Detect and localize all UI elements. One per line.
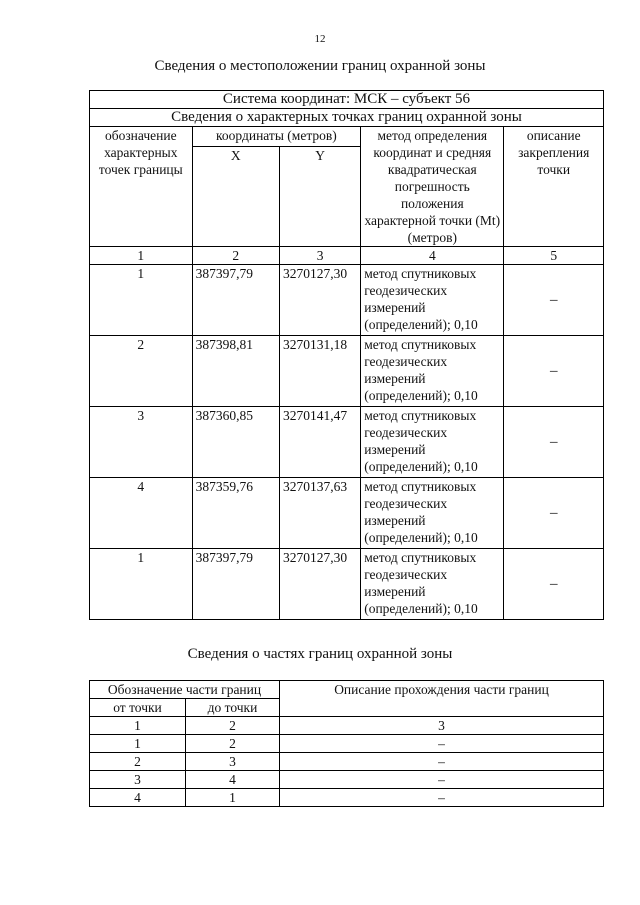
header-point-designation: обозначение характерных точек границы <box>90 127 193 247</box>
method-text: метод спутниковых геодезических измерений (определений); 0,10 <box>361 478 504 549</box>
header-fixing-description: описание закрепления точки <box>504 127 604 247</box>
to-point: 2 <box>186 717 280 735</box>
coord-y: 3270131,18 <box>279 336 360 407</box>
from-point: 3 <box>90 771 186 789</box>
header-to-point: до точки <box>186 699 280 717</box>
table-row <box>90 407 604 478</box>
column-number: 2 <box>192 247 279 265</box>
coord-x: 387359,76 <box>192 478 279 549</box>
column-number: 1 <box>90 247 193 265</box>
header-y: Y <box>279 146 360 246</box>
coord-y: 3270127,30 <box>279 265 360 336</box>
coord-y: 3270141,47 <box>279 407 360 478</box>
table-row <box>90 478 604 549</box>
fixing-description: – <box>504 478 604 549</box>
fixing-description: – <box>504 549 604 620</box>
method-text: метод спутниковых геодезических измерений (определений); 0,10 <box>361 336 504 407</box>
point-number: 3 <box>90 407 193 478</box>
coord-x: 387398,81 <box>192 336 279 407</box>
method-text: метод спутниковых геодезических измерений (определений); 0,10 <box>361 265 504 336</box>
table-row <box>90 265 604 336</box>
method-text: метод спутниковых геодезических измерений (определений); 0,10 <box>361 407 504 478</box>
point-number: 1 <box>90 265 193 336</box>
to-point: 1 <box>186 789 280 807</box>
table-row <box>90 771 604 789</box>
from-point: 1 <box>90 717 186 735</box>
coord-x: 387397,79 <box>192 549 279 620</box>
header-method: метод определения координат и средняя квадратическая погрешность положения характерной точки (Mt) (метров) <box>361 127 504 247</box>
from-point: 1 <box>90 735 186 753</box>
fixing-description: – <box>504 265 604 336</box>
section-title-parts: Сведения о частях границ охранной зоны <box>187 646 453 662</box>
part-description: 3 <box>280 717 604 735</box>
coord-x: 387397,79 <box>192 265 279 336</box>
table-row <box>90 549 604 620</box>
part-description: – <box>280 753 604 771</box>
point-number: 1 <box>90 549 193 620</box>
method-text: метод спутниковых геодезических измерений (определений); 0,10 <box>361 549 504 620</box>
coord-y: 3270127,30 <box>279 549 360 620</box>
column-number: 4 <box>361 247 504 265</box>
table-row <box>90 717 604 735</box>
coord-y: 3270137,63 <box>279 478 360 549</box>
to-point: 3 <box>186 753 280 771</box>
coord-x: 387360,85 <box>192 407 279 478</box>
table-row <box>90 735 604 753</box>
page-number: 12 <box>314 33 326 45</box>
from-point: 2 <box>90 753 186 771</box>
table-row <box>90 789 604 807</box>
header-coordinates: координаты (метров) <box>192 127 361 147</box>
header-from-point: от точки <box>90 699 186 717</box>
header-part-designation: Обозначение части границ <box>90 681 280 699</box>
boundary-parts-table <box>89 680 604 807</box>
coordinate-system: Система координат: МСК – субъект 56 <box>90 91 604 109</box>
section-title-location: Сведения о местоположении границ охранной зоны <box>154 58 486 74</box>
point-number: 4 <box>90 478 193 549</box>
header-part-description: Описание прохождения части границ <box>280 681 604 717</box>
to-point: 2 <box>186 735 280 753</box>
part-description: – <box>280 771 604 789</box>
fixing-description: – <box>504 336 604 407</box>
table-row <box>90 336 604 407</box>
header-x: X <box>192 146 279 246</box>
from-point: 4 <box>90 789 186 807</box>
column-number: 5 <box>504 247 604 265</box>
column-number: 3 <box>279 247 360 265</box>
part-description: – <box>280 735 604 753</box>
coordinates-table <box>89 90 604 620</box>
table-subheader: Сведения о характерных точках границ охранной зоны <box>90 109 604 127</box>
to-point: 4 <box>186 771 280 789</box>
table-row <box>90 753 604 771</box>
fixing-description: – <box>504 407 604 478</box>
part-description: – <box>280 789 604 807</box>
point-number: 2 <box>90 336 193 407</box>
